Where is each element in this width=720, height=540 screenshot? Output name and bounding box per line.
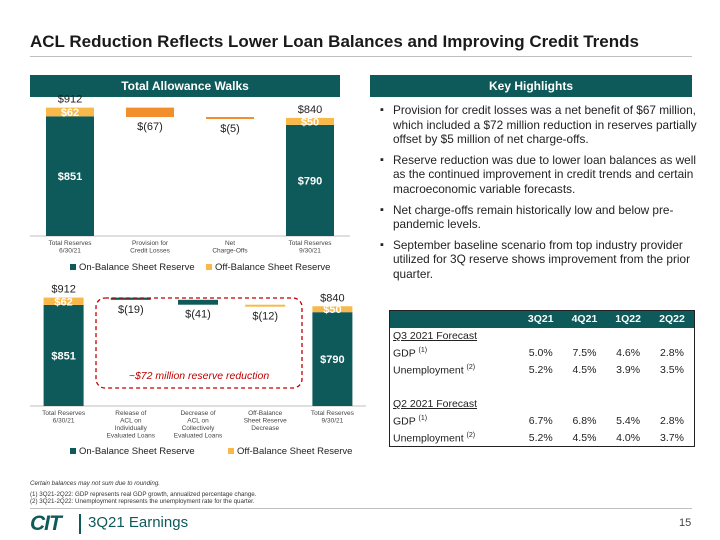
category-label: Collectively: [181, 425, 215, 432]
table-cell: 5.0%: [528, 347, 553, 359]
rounding-note: Certain balances may not sum due to rounding.: [30, 480, 161, 487]
footnote-2: (2) 3Q21-2Q22: Unemployment represents the unemployment rate for the quarter.: [30, 498, 255, 506]
category-label: 9/30/21: [321, 417, 344, 425]
category-label: Credit Losses: [130, 247, 170, 255]
walk-step-label: $(5): [220, 123, 240, 136]
legend-swatch-on: [70, 264, 76, 270]
table-cell: 6.7%: [528, 415, 553, 427]
walk-step-bar: [206, 117, 254, 119]
category-label: Total Reserves: [48, 240, 92, 247]
table-cell: 2.8%: [660, 347, 684, 359]
legend-swatch-on: [70, 448, 76, 454]
category-label: Provision for: [131, 240, 169, 247]
bar-label-off: $50: [323, 304, 342, 317]
legend-label-off: Off-Balance Sheet Reserve: [237, 446, 353, 457]
walk-step-label: $(67): [137, 121, 163, 134]
legend-swatch-off: [228, 448, 234, 454]
table-cell: 5.2%: [528, 364, 553, 376]
table-section-title: Q3 2021 Forecast: [393, 330, 478, 342]
bar-total-label: $912: [51, 283, 76, 296]
reserve-reduction-annotation: ~$72 million reserve reduction: [128, 370, 270, 382]
cit-logo: CIT: [30, 512, 61, 535]
table-row-label: GDP $^{(1)}$: [393, 346, 428, 360]
highlight-item: ▪ Provision for credit losses was a net benefit of $67 million, which included a $72 million reduction in reserves partially offset by $5 million of net charge-offs.: [380, 103, 698, 147]
category-label: Evaluated Loans: [106, 432, 156, 440]
allowance-walks-header: Total Allowance Walks: [30, 75, 340, 97]
bar-label-on: $851: [51, 350, 76, 363]
allowance-walk-chart-2: [28, 283, 368, 462]
legend-swatch-off: [206, 264, 212, 270]
legend-label-off: Off-Balance Sheet Reserve: [215, 262, 331, 273]
bar-label-off: $62: [60, 106, 80, 119]
walk-step-bar: [245, 305, 285, 307]
category-label: 6/30/21: [52, 417, 75, 425]
page-number: 15: [679, 517, 692, 529]
table-cell: 6.8%: [572, 415, 597, 427]
category-label: Off-Balance: [248, 410, 283, 417]
category-label: Charge-Offs: [212, 247, 248, 255]
bar-total-label: $840: [320, 292, 345, 305]
bar-label-off: $50: [300, 116, 320, 129]
category-label: Decrease: [251, 425, 280, 432]
walk-step-bar: [126, 108, 174, 117]
footnote-1: (1) 3Q21-2Q22: GDP represents real GDP growth, annualized percentage change.: [30, 490, 257, 498]
table-cell: 4.5%: [572, 431, 597, 444]
table-section-title: Q2 2021 Forecast: [393, 398, 478, 410]
key-highlights-header: Key Highlights: [370, 75, 692, 97]
bar-total-label: $912: [57, 93, 83, 106]
legend-label-on: On-Balance Sheet Reserve: [79, 446, 195, 457]
bar-total-label: $840: [297, 103, 323, 116]
bar-label-on: $851: [57, 171, 83, 184]
highlights-list: [380, 103, 698, 288]
table-cell: 3.9%: [616, 364, 641, 376]
category-label: 6/30/21: [59, 247, 81, 255]
title-divider: [30, 56, 692, 57]
table-cell: 2.8%: [660, 415, 684, 427]
category-label: Release of: [115, 410, 147, 417]
table-cell: 4.6%: [616, 347, 641, 359]
category-label: Net: [224, 240, 236, 247]
category-label: Total Reserves: [310, 410, 354, 417]
walk-step-label: $(19): [117, 303, 144, 316]
category-label: 9/30/21: [299, 247, 321, 255]
table-cell: 4.0%: [616, 431, 641, 444]
bar-label-off: $62: [54, 296, 73, 309]
table-cell: 3.7%: [660, 431, 684, 444]
bar-label-on: $790: [297, 175, 323, 188]
table-spacer-row: [390, 379, 695, 396]
walk-step-bar: [178, 300, 218, 305]
table-row-label: GDP $^{(1)}$: [393, 414, 428, 428]
table-header-cell: 1Q22: [606, 311, 650, 328]
footnotes: [30, 480, 256, 506]
table-cell: 4.5%: [572, 364, 597, 376]
table-header-cell: 2Q22: [650, 311, 695, 328]
table-header-row: [390, 311, 695, 328]
table-section-row: [390, 328, 695, 345]
highlight-item: ▪ Reserve reduction was due to lower loan balances as well as the continued improvement in credit trends and certain macroeconomic variable forecasts.: [380, 153, 698, 197]
highlight-item: ▪ Net charge-offs remain historically low and below pre-pandemic levels.: [380, 203, 698, 232]
table-row: [390, 413, 695, 430]
walk-step-label: $(12): [252, 310, 279, 323]
walk-step-label: $(41): [185, 308, 211, 321]
category-label: Evaluated Loans: [173, 432, 223, 440]
logo-separator: [79, 514, 81, 534]
allowance-walk-chart-1: [28, 93, 358, 280]
table-section-row: [390, 396, 695, 413]
table-cell: 3.5%: [660, 364, 684, 376]
footer-title: 3Q21 Earnings: [88, 514, 189, 531]
page-title: ACL Reduction Reflects Lower Loan Balances and Improving Credit Trends: [30, 32, 639, 51]
category-label: Decrease of: [180, 410, 216, 417]
walk-step-bar: [111, 298, 151, 300]
table-header-cell: 4Q21: [563, 311, 607, 328]
forecast-table: [389, 310, 695, 447]
category-label: ACL on: [187, 417, 209, 425]
table-row: [390, 430, 695, 447]
legend-label-on: On-Balance Sheet Reserve: [79, 262, 195, 273]
category-label: ACL on: [120, 417, 142, 425]
table-cell: 7.5%: [572, 347, 597, 359]
category-label: Individually: [114, 425, 147, 432]
table-cell: 5.2%: [528, 431, 553, 444]
category-label: Sheet Reserve: [243, 417, 287, 425]
table-row: [390, 362, 695, 379]
footer-divider: [30, 508, 692, 509]
category-label: Total Reserves: [288, 240, 332, 247]
table-cell: 5.4%: [616, 415, 641, 427]
table-header-blank: [390, 311, 519, 328]
table-row-label: Unemployment $^{(2)}$: [393, 431, 476, 444]
table-row: [390, 345, 695, 362]
table-row-label: Unemployment $^{(2)}$: [393, 363, 476, 377]
highlight-item: ▪ September baseline scenario from top industry provider utilized for 3Q reserve shows improvement from the prior quarter.: [380, 238, 698, 282]
table-header-cell: 3Q21: [519, 311, 563, 328]
bar-label-on: $790: [320, 354, 345, 367]
category-label: Total Reserves: [42, 410, 86, 417]
